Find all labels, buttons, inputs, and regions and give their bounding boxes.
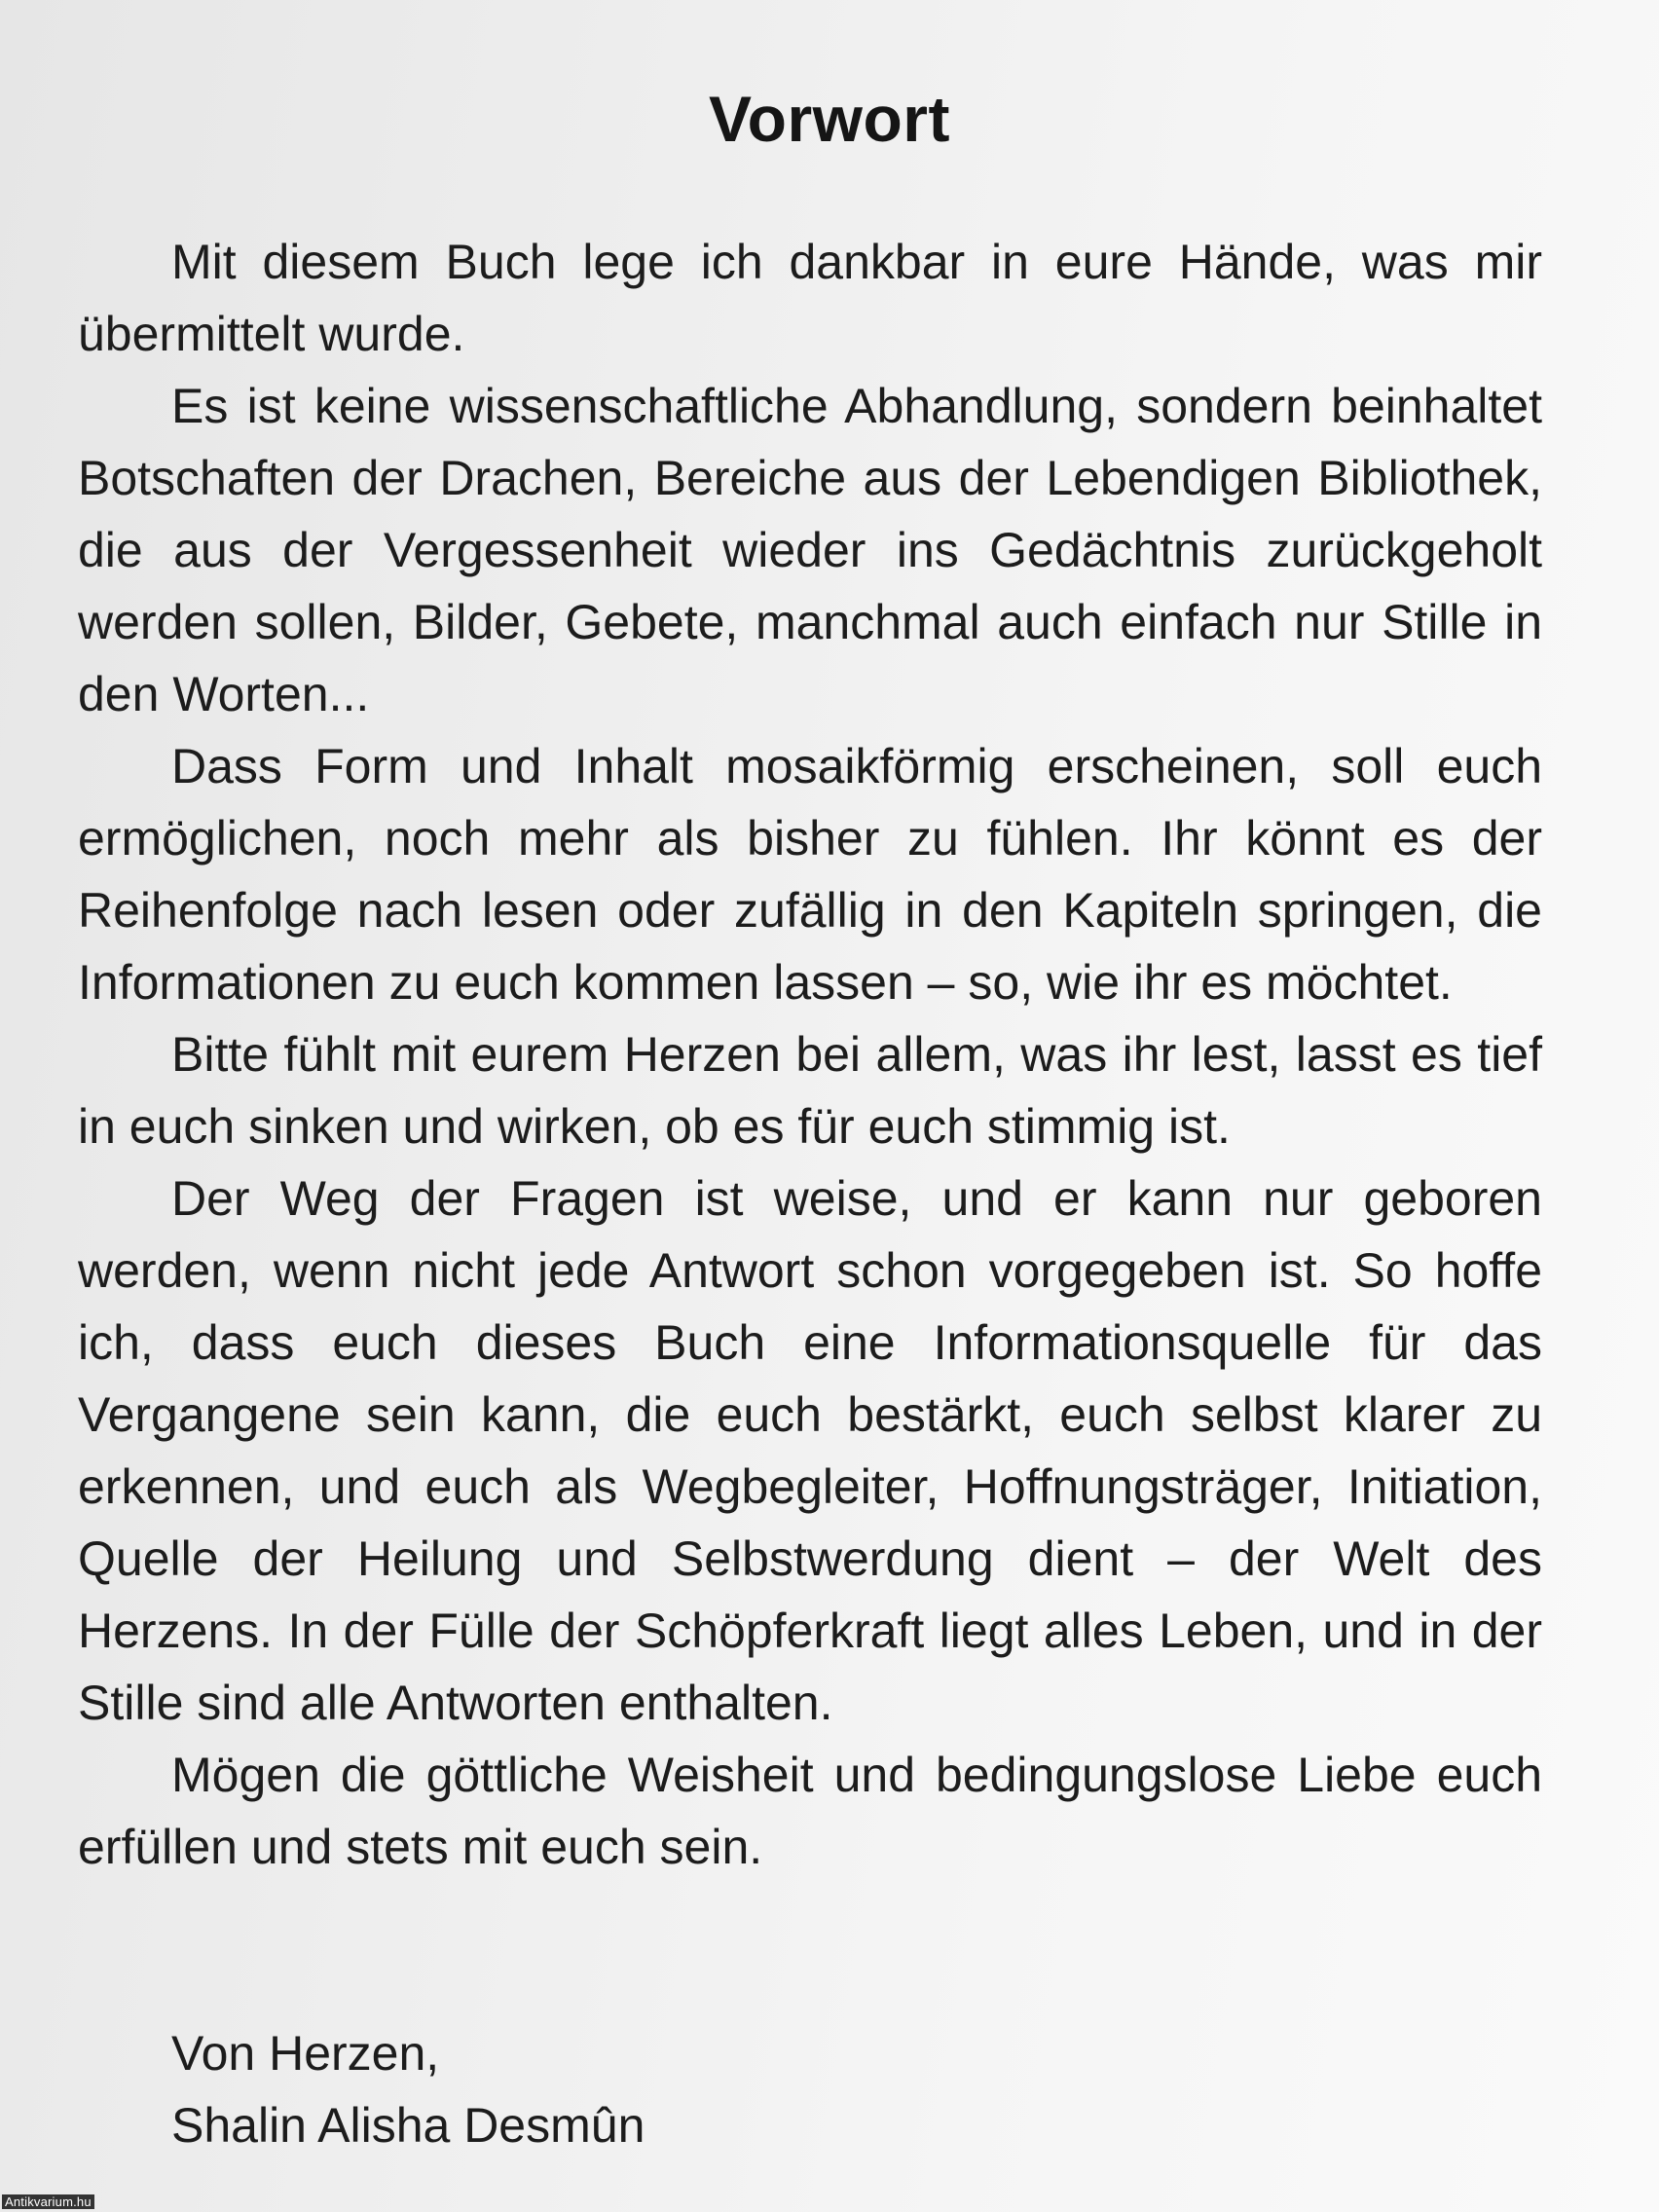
author-name: Shalin Alisha Desmûn bbox=[171, 2098, 645, 2153]
paragraph-6: Mögen die göttliche Weisheit und bedingungslose Liebe euch erfüllen und stets mit euch sein. bbox=[78, 1748, 1542, 1874]
paragraph-1: Mit diesem Buch lege ich dankbar in eure Hände, was mir übermittelt wurde. bbox=[78, 235, 1542, 361]
preface-body bbox=[78, 226, 1542, 1883]
page-title: Vorwort bbox=[709, 83, 950, 155]
watermark-label: Antikvarium.hu bbox=[2, 2194, 94, 2209]
paragraph-2: Es ist keine wissenschaftliche Abhandlung, sondern beinhaltet Botschaften der Drachen, Bereiche aus der Lebendigen Bibliothek, die aus der Vergessenheit wieder ins Gedächtnis zurückgeholt werden sollen, Bilder, Gebete, manchmal auch einfach nur Stille in den Worten... bbox=[78, 379, 1542, 721]
signature-block bbox=[171, 2017, 645, 2161]
paragraph-3: Dass Form und Inhalt mosaikförmig erscheinen, soll euch ermöglichen, noch mehr als bisher zu fühlen. Ihr könnt es der Reihenfolge nach lesen oder zufällig in den Kapiteln springen, die Informationen zu euch kommen lassen – so, wie ihr es möchtet. bbox=[78, 739, 1542, 1010]
paragraph-5: Der Weg der Fragen ist weise, und er kann nur geboren werden, wenn nicht jede Antwort schon vorgegeben ist. So hoffe ich, dass euch dieses Buch eine Informationsquelle für das Vergangene sein kann, die euch bestärkt, euch selbst klarer zu erkennen, und euch als Wegbegleiter, Hoffnungsträger, Initiation, Quelle der Heilung und Selbstwerdung dient – der Welt des Herzens. In der Fülle der Schöpferkraft liegt alles Leben, und in der Stille sind alle Antworten enthalten. bbox=[78, 1171, 1542, 1730]
closing-line: Von Herzen, bbox=[171, 2026, 440, 2081]
paragraph-4: Bitte fühlt mit eurem Herzen bei allem, was ihr lest, lasst es tief in euch sinken und wirken, ob es für euch stimmig ist. bbox=[78, 1027, 1542, 1154]
